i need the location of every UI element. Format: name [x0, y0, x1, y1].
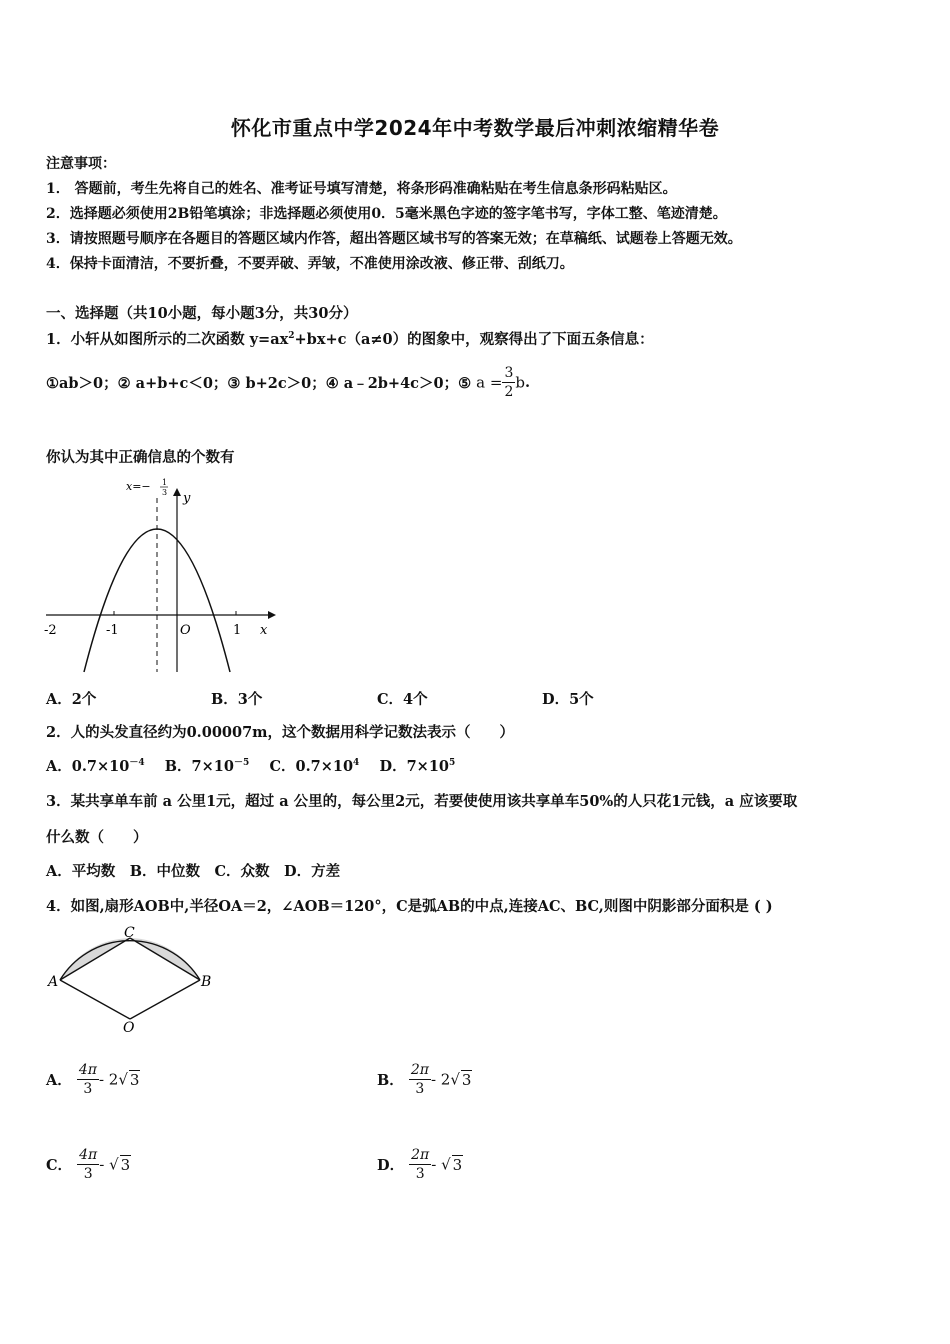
- radius-ob: [130, 980, 200, 1019]
- x-axis-arrow-icon: [268, 611, 276, 619]
- q1-parabola-graph: [40, 476, 280, 676]
- chord-bc: [130, 938, 200, 980]
- point-label-b: B: [201, 974, 212, 990]
- q2-options: [46, 755, 455, 776]
- tick-label: -2: [44, 623, 57, 638]
- q4-option-c[interactable]: C． $\frac{4\pi}{3}$ - √ 3: [46, 1147, 131, 1182]
- y-axis-arrow-icon: [173, 488, 181, 496]
- point-label-a: A: [48, 974, 59, 990]
- y-axis-label: y: [183, 491, 191, 506]
- q4-option-b[interactable]: B． $\frac{2\pi}{3}$ - 2√ 3: [377, 1062, 472, 1097]
- q1-option-c[interactable]: C．4个: [377, 691, 428, 708]
- q4-sector-figure: [44, 924, 214, 1034]
- symmetry-label-num: 1: [162, 478, 168, 487]
- symmetry-label: x=−: [126, 480, 151, 493]
- q4-stem: 4．如图,扇形AOB中,半径OA＝2，∠AOB＝120°，C是弧AB的中点,连接AC、BC,则图中阴影部分面积是 ( ): [46, 898, 773, 915]
- note-item-4: 4．保持卡面清洁，不要折叠，不要弄破、弄皱，不准使用涂改液、修正带、刮纸刀。: [46, 256, 574, 272]
- tick-label: 1: [233, 623, 242, 638]
- tick-label: -1: [106, 623, 119, 638]
- note-item-3: 3．请按照题号顺序在各题目的答题区域内作答，超出答题区域书写的答案无效；在草稿纸、试题卷上答题无效。: [46, 231, 742, 247]
- x-axis-label: x: [260, 623, 268, 638]
- q2-option-a[interactable]: A．$0.7\times 10^{-4}$: [46, 758, 145, 775]
- q2-stem: 2．人的头发直径约为0.00007m，这个数据用科学记数法表示（ ）: [46, 724, 515, 741]
- q1-question: 你认为其中正确信息的个数有: [46, 449, 235, 466]
- q1-stem: 1．小轩从如图所示的二次函数 $y=ax^2+bx+c(a\ne 0)$的图象中，观察得出了下面五条信息：: [46, 331, 654, 348]
- q4-option-d[interactable]: D． $\frac{2\pi}{3}$ - √ 3: [377, 1147, 463, 1182]
- q1-option-b[interactable]: B．3个: [211, 691, 263, 708]
- q3-stem-line2: 什么数（ ）: [46, 829, 148, 846]
- q1-info: ①ab＞0；② a+b+c＜0；③ b+2c＞0；④ a﹣2b+4c＞0；⑤ a = $\frac{3}{2}$ b.: [46, 365, 531, 400]
- q1-option-d[interactable]: D．5个: [542, 691, 594, 708]
- notes-heading: 注意事项：: [46, 156, 116, 172]
- q2-option-d[interactable]: D．$7\times 10^5$: [379, 758, 456, 775]
- q1-option-a[interactable]: A．2个: [46, 691, 97, 708]
- section-heading: 一、选择题（共10小题，每小题3分，共30分）: [46, 305, 358, 322]
- page-title: 怀化市重点中学2024年中考数学最后冲刺浓缩精华卷: [230, 116, 720, 140]
- symmetry-label-den: 3: [162, 488, 168, 497]
- chord-ac: [60, 938, 130, 980]
- q2-option-c[interactable]: C．$0.7\times 10^4$: [269, 758, 360, 775]
- q4-option-a[interactable]: A． $\frac{4\pi}{3}$ - 2√ 3: [46, 1062, 140, 1097]
- note-item-1: 1． 答题前，考生先将自己的姓名、准考证号填写清楚，将条形码准确粘贴在考生信息条形码粘贴区。: [46, 181, 677, 197]
- q1-info5-fraction: $\frac{3}{2}$: [504, 365, 514, 400]
- q3-stem-line1: 3．某共享单车前 a 公里1元，超过 a 公里的，每公里2元，若要使使用该共享单车50%的人只花1元钱，a 应该要取: [46, 793, 798, 810]
- origin-label: O: [180, 623, 191, 638]
- point-label-o: O: [123, 1020, 135, 1034]
- point-label-c: C: [124, 925, 135, 941]
- note-item-2: 2．选择题必须使用2B铅笔填涂；非选择题必须使用0．5毫米黑色字迹的签字笔书写，字体工整、笔迹清楚。: [46, 206, 727, 222]
- q3-options[interactable]: A．平均数 B．中位数 C．众数 D．方差: [46, 863, 341, 880]
- q2-option-b[interactable]: B．$7\times 10^{-5}$: [164, 758, 250, 775]
- radius-oa: [60, 980, 130, 1019]
